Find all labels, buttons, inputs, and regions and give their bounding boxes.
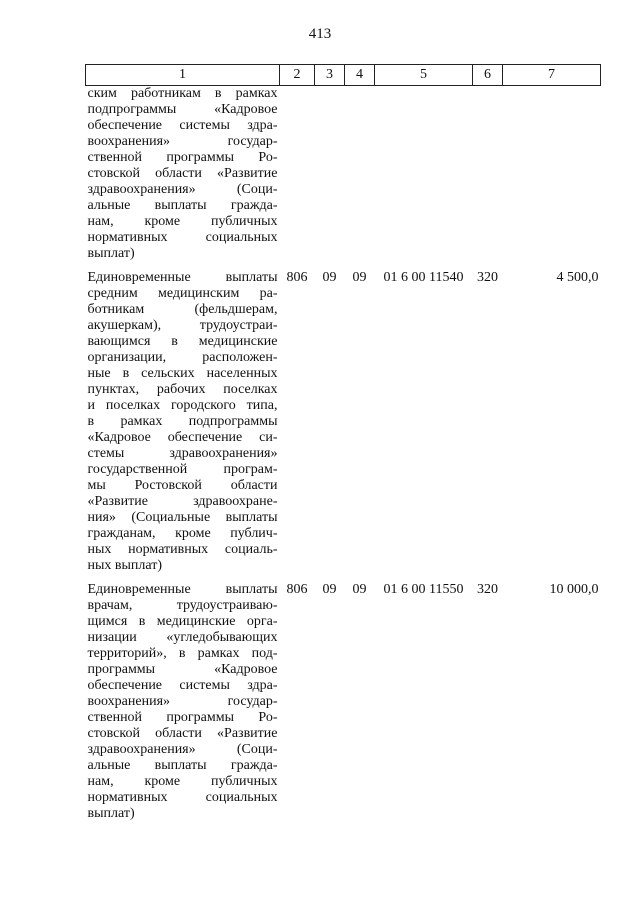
description-line: здравоохранения» (Соци-: [87, 182, 278, 197]
csr-cell: [375, 86, 473, 263]
row-description: [86, 86, 280, 263]
pr-cell: 09: [352, 270, 367, 285]
pr-cell: [345, 86, 375, 263]
row-description: [86, 270, 280, 574]
description-line: ния» (Социальные выплаты: [87, 510, 278, 525]
description-line: ных нормативных социаль-: [87, 542, 278, 557]
description-line: и поселках городского типа,: [87, 398, 278, 413]
description-line: выплат): [87, 806, 135, 821]
description-line: врачам, трудоустраиваю-: [87, 598, 278, 613]
description-line: ственной программы Ро-: [87, 710, 278, 725]
budget-table: [85, 64, 601, 822]
description-line: ботникам (фельдшерам,: [87, 302, 278, 317]
description-line: акушеркам), трудоустраи-: [87, 318, 278, 333]
header-cell-1: 1: [86, 65, 280, 86]
amount-cell: 4 500,0: [556, 270, 599, 285]
description-line: территорий», в рамках под-: [87, 646, 278, 661]
description-line: щимся в медицинские орга-: [87, 614, 278, 629]
rz-cell: [315, 86, 345, 263]
description-line: ные в сельских населенных: [87, 366, 278, 381]
header-cell-5: 5: [375, 65, 473, 86]
description-line: организации, расположен-: [87, 350, 278, 365]
rz-cell: 09: [322, 582, 337, 597]
amount-cell: [503, 86, 601, 263]
description-line: вающимся в медицинские: [87, 334, 278, 349]
description-line: нормативных социальных: [87, 790, 278, 805]
ved-cell: [280, 86, 315, 263]
description-line: мы Ростовской области: [87, 478, 278, 493]
rz-cell: 09: [322, 270, 337, 285]
description-line: ных выплат): [87, 558, 163, 573]
header-cell-4: 4: [345, 65, 375, 86]
page-number: 413: [308, 26, 332, 42]
row-description: [86, 582, 280, 822]
header-cell-2: 2: [280, 65, 315, 86]
description-line: в рамках подпрограммы: [87, 414, 278, 429]
description-line: альные выплаты гражда-: [87, 758, 278, 773]
description-line: стемы здравоохранения»: [87, 446, 278, 461]
vr-cell: [473, 86, 503, 263]
description-line: выплат): [87, 246, 135, 261]
description-line: «Развитие здравоохране-: [87, 494, 278, 509]
header-cell-6: 6: [473, 65, 503, 86]
description-line: Единовременные выплаты: [87, 582, 278, 597]
description-line: стовской области «Развитие: [87, 166, 278, 181]
amount-cell: 10 000,0: [549, 582, 599, 597]
description-line: обеспечение системы здра-: [87, 118, 278, 133]
ved-cell: 806: [286, 270, 308, 285]
description-line: ским работникам в рамках: [87, 86, 278, 101]
description-line: Единовременные выплаты: [87, 270, 278, 285]
description-line: «Кадровое обеспечение си-: [87, 430, 278, 445]
description-line: обеспечение системы здра-: [87, 678, 278, 693]
description-line: средним медицинским ра-: [87, 286, 278, 301]
description-line: гражданам, кроме публич-: [87, 526, 278, 541]
pr-cell: 09: [352, 582, 367, 597]
vr-cell: 320: [477, 270, 498, 285]
description-line: низации «угледобывающих: [87, 630, 278, 645]
description-line: подпрограммы «Кадровое: [87, 102, 278, 117]
table-row: [86, 86, 601, 263]
description-line: ственной программы Ро-: [87, 150, 278, 165]
header-row: [86, 65, 601, 86]
description-line: стовской области «Развитие: [87, 726, 278, 741]
table-row: [86, 582, 601, 822]
csr-cell: 01 6 00 11540: [383, 270, 464, 285]
description-line: воохранения» государ-: [87, 694, 278, 709]
description-line: нам, кроме публичных: [87, 214, 278, 229]
ved-cell: 806: [286, 582, 308, 597]
description-line: нормативных социальных: [87, 230, 278, 245]
description-line: государственной програм-: [87, 462, 278, 477]
description-line: нам, кроме публичных: [87, 774, 278, 789]
header-cell-7: 7: [503, 65, 601, 86]
header-cell-3: 3: [315, 65, 345, 86]
description-line: воохранения» государ-: [87, 134, 278, 149]
description-line: здравоохранения» (Соци-: [87, 742, 278, 757]
description-line: программы «Кадровое: [87, 662, 278, 677]
table-row: [86, 270, 601, 574]
description-line: альные выплаты гражда-: [87, 198, 278, 213]
csr-cell: 01 6 00 11550: [383, 582, 464, 597]
vr-cell: 320: [477, 582, 498, 597]
description-line: пунктах, рабочих поселках: [87, 382, 278, 397]
